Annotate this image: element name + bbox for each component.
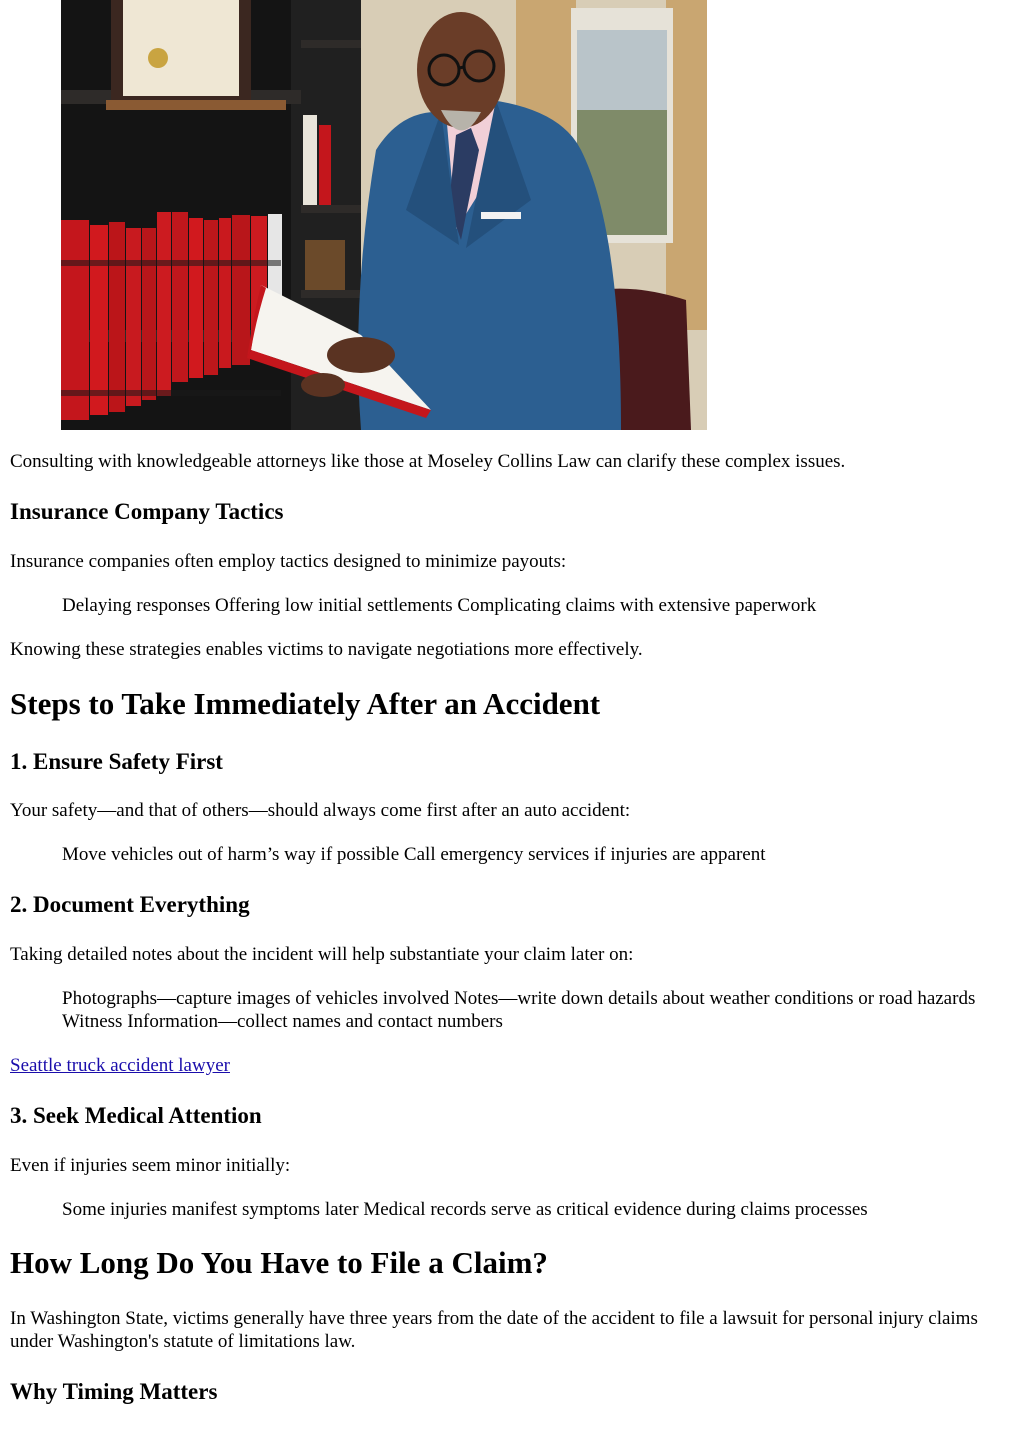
heading-ensure-safety: 1. Ensure Safety First [10, 749, 223, 774]
paragraph-document: Taking detailed notes about the incident will help substantiate your claim later on: [10, 944, 634, 965]
list-safety: Move vehicles out of harm’s way if possible Call emergency services if injuries are apparent [62, 844, 766, 865]
heading-seek-medical: 3. Seek Medical Attention [10, 1103, 262, 1128]
paragraph-insurance: Insurance companies often employ tactics designed to minimize payouts: [10, 551, 567, 572]
heading-document-everything: 2. Document Everything [10, 892, 250, 917]
paragraph-medical: Even if injuries seem minor initially: [10, 1155, 291, 1176]
heading-why-timing: Why Timing Matters [10, 1379, 218, 1404]
attorney-photo [61, 0, 707, 430]
heading-steps: Steps to Take Immediately After an Accident [10, 686, 601, 721]
paragraph-knowing: Knowing these strategies enables victims to navigate negotiations more effectively. [10, 639, 643, 660]
list-insurance-tactics: Delaying responses Offering low initial settlements Complicating claims with extensive paperwork [62, 595, 817, 616]
heading-how-long: How Long Do You Have to File a Claim? [10, 1245, 548, 1280]
paragraph-safety: Your safety—and that of others—should always come first after an auto accident: [10, 800, 631, 821]
list-document: Photographs—capture images of vehicles involved Notes—write down details about weather conditions or road hazards Witness Information—collect names and contact numbers [62, 988, 976, 1032]
paragraph-how-long: In Washington State, victims generally have three years from the date of the accident to file a lawsuit for personal injury claims under Washington's statute of limitations law. [10, 1308, 978, 1352]
paragraph-consult: Consulting with knowledgeable attorneys like those at Moseley Collins Law can clarify these complex issues. [10, 451, 846, 472]
list-medical: Some injuries manifest symptoms later Medical records serve as critical evidence during claims processes [62, 1199, 868, 1220]
link-seattle-truck-lawyer[interactable]: Seattle truck accident lawyer [10, 1055, 230, 1076]
heading-insurance-tactics: Insurance Company Tactics [10, 499, 284, 524]
